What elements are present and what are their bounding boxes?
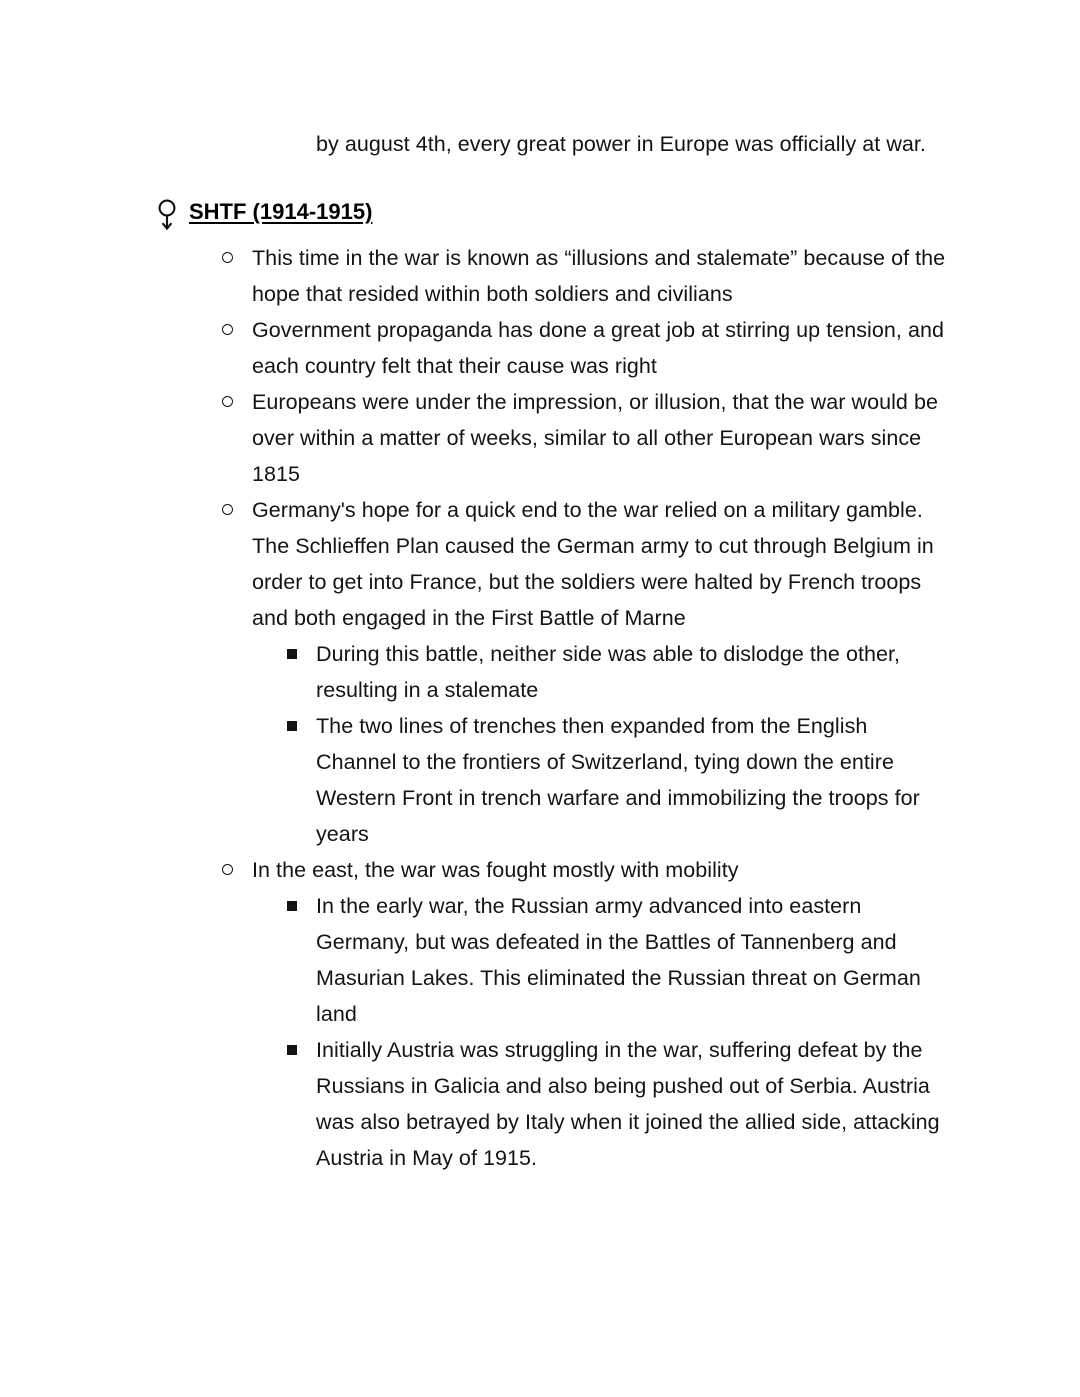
list-item <box>0 312 1080 384</box>
filled-square-bullet-icon <box>287 1032 297 1068</box>
filled-square-bullet-icon <box>287 708 297 744</box>
filled-square-bullet-icon <box>287 888 297 924</box>
pin-marker-icon <box>156 198 178 230</box>
list-item <box>0 384 1080 492</box>
hollow-circle-bullet-icon <box>222 492 233 528</box>
list-item-text: Germany's hope for a quick end to the war relied on a military gamble. The Schlieffen Plan caused the German army to cut through Belgium in order to get into France, but the soldiers were halted by French troops and both engaged in the First Battle of Marne <box>252 498 934 630</box>
hollow-circle-bullet-icon <box>222 384 233 420</box>
list-item <box>0 888 1080 1032</box>
outline-list <box>0 240 1080 1176</box>
list-item-text: During this battle, neither side was able to dislodge the other, resulting in a stalemate <box>316 642 901 702</box>
list-item-text: In the east, the war was fought mostly with mobility <box>252 858 739 882</box>
filled-square-bullet-icon <box>287 636 297 672</box>
list-item <box>0 636 1080 708</box>
hollow-circle-bullet-icon <box>222 240 233 276</box>
lead-paragraph: by august 4th, every great power in Europe was officially at war. <box>316 132 926 156</box>
list-item-text: Europeans were under the impression, or illusion, that the war would be over within a matter of weeks, similar to all other European wars since 1815 <box>252 390 938 486</box>
section-heading <box>156 197 372 230</box>
list-item <box>0 240 1080 312</box>
list-item <box>0 708 1080 852</box>
list-item-text: Initially Austria was struggling in the war, suffering defeat by the Russians in Galicia and also being pushed out of Serbia. Austria was also betrayed by Italy when it joined the allied side, attacking Austria in May of 1915. <box>316 1038 940 1170</box>
list-item-text: The two lines of trenches then expanded from the English Channel to the frontiers of Switzerland, tying down the entire Western Front in trench warfare and immobilizing the troops for years <box>316 714 920 846</box>
hollow-circle-bullet-icon <box>222 852 233 888</box>
list-item-text: Government propaganda has done a great job at stirring up tension, and each country felt that their cause was right <box>252 318 944 378</box>
list-item <box>0 1032 1080 1176</box>
list-item <box>0 852 1080 888</box>
list-item-text: This time in the war is known as “illusions and stalemate” because of the hope that resided within both soldiers and civilians <box>252 246 946 306</box>
list-item <box>0 492 1080 636</box>
hollow-circle-bullet-icon <box>222 312 233 348</box>
section-title: SHTF (1914-1915) <box>189 199 373 224</box>
list-item-text: In the early war, the Russian army advanced into eastern Germany, but was defeated in the Battles of Tannenberg and Masurian Lakes. This eliminated the Russian threat on German land <box>316 894 921 1026</box>
